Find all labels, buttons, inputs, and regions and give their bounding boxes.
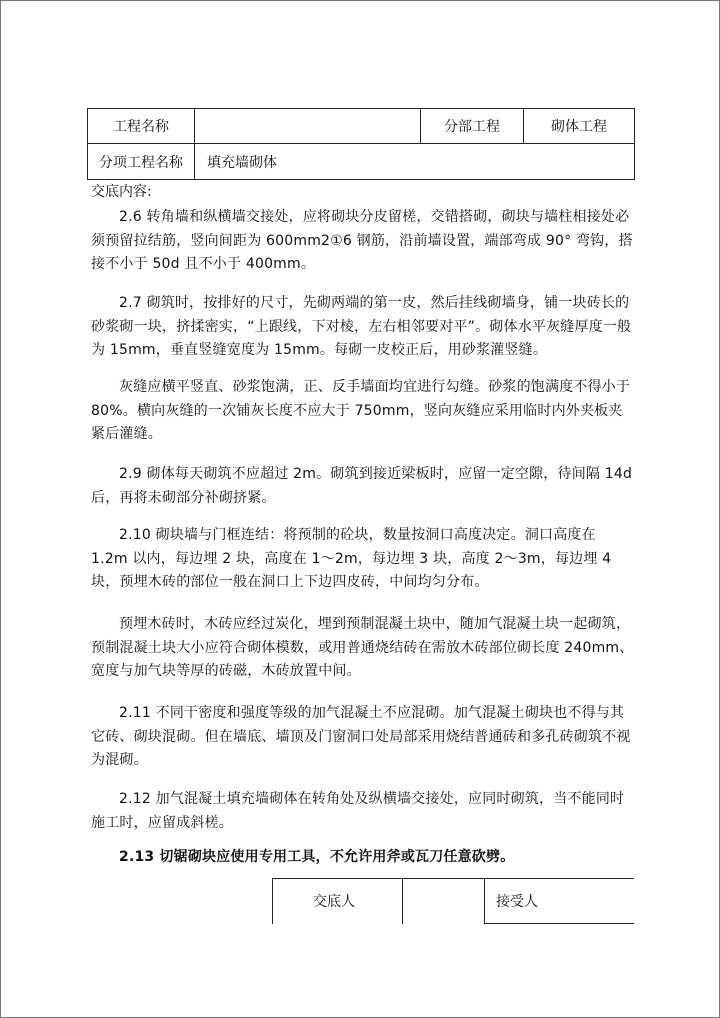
signature-divider: [484, 878, 485, 924]
paragraph-2-6: 2.6 转角墙和纵横墙交接处，应将砌块分皮留槎，交错搭砌，砌块与墙柱相接处必须预留拉结筋，竖向间距为 600mm2①6 钢筋，沿前墙设置，端部弯成 90° 弯钩，搭接不小于 50d 且不小于 400mm。: [91, 209, 633, 272]
content-label: 交底内容:: [91, 184, 152, 200]
paragraph-2-9: 2.9 砌体每天砌筑不应超过 2m。砌筑到接近梁板时，应留一定空隙，待间隔 14d 后，再将未砌部分补砌挤紧。: [91, 466, 633, 506]
paragraph-wood-brick: 预埋木砖时，木砖应经过炭化，埋到预制混凝土块中，随加气混凝土块一起砌筑，预制混凝土块大小应符合砌体模数，或用普通烧结砖在需放木砖部位砌长度 240mm、宽度与加气块等厚的砖磁，木砖放置中间。: [91, 616, 634, 679]
project-name-value: [195, 109, 421, 144]
subitem-value: 填充墙砌体: [195, 144, 635, 180]
subitem-label: 分项工程名称: [88, 144, 195, 180]
signature-divider: [272, 878, 273, 924]
signature-table: [272, 878, 634, 924]
division-value: 砌体工程: [524, 109, 635, 144]
paragraph-2-10: 2.10 砌块墙与门框连结：将预制的砼块，数量按洞口高度决定。洞口高度在 1.2m 以内，每边埋 2 块，高度在 1～2m，每边埋 3 块，高度 2～3m，每边埋 4 块，预埋木砖的部位一般在洞口上下边四皮砖，中间均匀分布。: [91, 527, 612, 590]
header-table: [87, 108, 635, 180]
signature-top-line: [272, 878, 634, 879]
project-name-label: 工程名称: [88, 109, 195, 144]
signature-divider: [402, 878, 403, 924]
header-row-1: [88, 109, 635, 144]
paragraph-2-12: 2.12 加气混凝土填充墙砌体在转角处及纵横墙交接处，应同时砌筑，当不能同时施工时，应留成斜槎。: [91, 791, 625, 831]
paragraph-mortar-joints: 灰缝应横平竖直、砂浆饱满，正、反手墙面均宜进行勾缝。砂浆的饱满度不得小于 80%。横向灰缝的一次铺灰长度不应大于 750mm，竖向灰缝应采用临时内外夹板夹紧后灌缝。: [91, 379, 631, 442]
paragraph-2-13: 2.13 切锯砌块应使用专用工具，不允许用斧或瓦刀任意砍劈。: [119, 849, 515, 865]
division-label: 分部工程: [421, 109, 524, 144]
paragraph-2-7: 2.7 砌筑时，按排好的尺寸，先砌两端的第一皮，然后挂线砌墙身，铺一块砖长的砂浆砌一块，挤揉密实，“上跟线，下对棱，左右相邻要对平”。砌体水平灰缝厚度一般为 15mm，垂直竖缝宽度为 15mm。每砌一皮校正后，用砂浆灌竖缝。: [91, 295, 632, 358]
receiver-label: 接受人: [496, 894, 538, 910]
signature-bottom-line: [484, 923, 634, 924]
header-row-2: [88, 144, 635, 180]
discloser-label: 交底人: [313, 894, 355, 910]
paragraph-2-11: 2.11 不同干密度和强度等级的加气混凝土不应混砌。加气混凝土砌块也不得与其它砖、砌块混砌。但在墙底、墙顶及门窗洞口处局部采用烧结普通砖和多孔砖砌筑不视为混砌。: [91, 705, 631, 768]
